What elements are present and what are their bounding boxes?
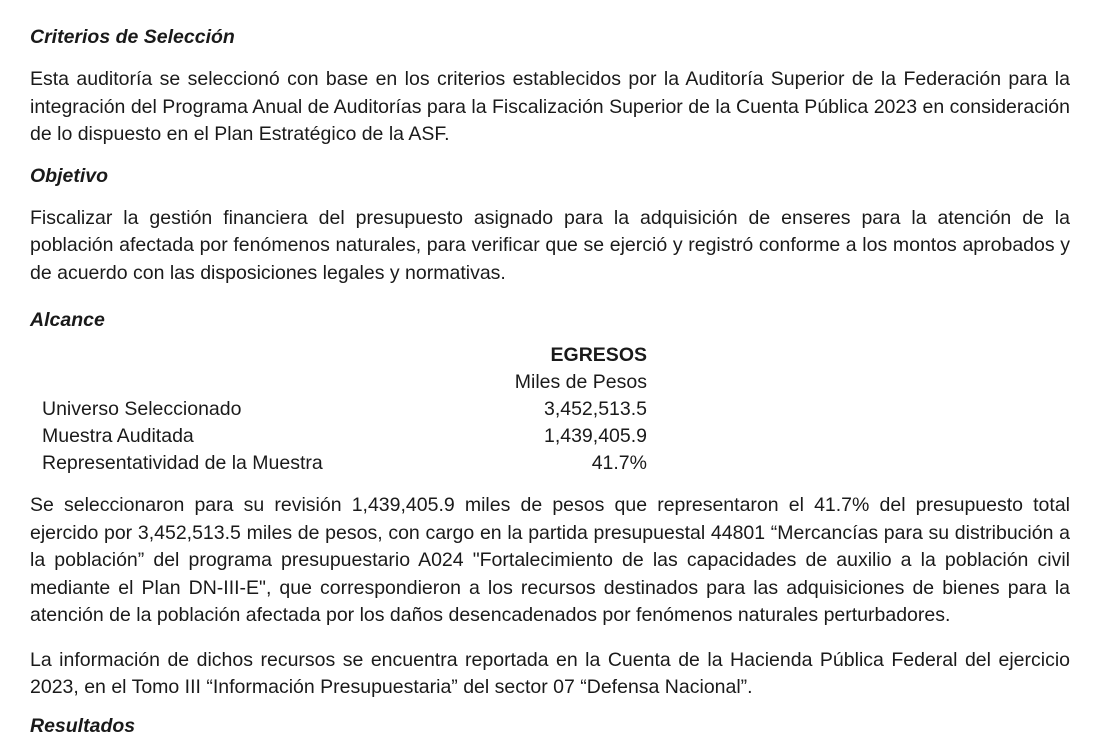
table-row-label: Representatividad de la Muestra — [42, 452, 323, 474]
table-row-label: Muestra Auditada — [42, 425, 194, 447]
scope-table-header-row — [42, 342, 647, 369]
scope-table-column-header: EGRESOS — [550, 344, 647, 366]
paragraph-informacion-recursos: La información de dichos recursos se encuentra reportada en la Cuenta de la Hacienda Pública Federal del ejercicio 2023, en el Tomo III “Información Presupuestaria” del sector 07 “Defensa Nacional”. — [30, 648, 1070, 698]
table-row — [42, 450, 647, 477]
paragraph-objetivo: Fiscalizar la gestión financiera del presupuesto asignado para la adquisición de enseres para la atención de la población afectada por fenómenos naturales, para verificar que se ejerció y registró conforme a los montos aprobados y de acuerdo con las disposiciones legales y normativas. — [30, 206, 1070, 284]
scope-table — [42, 342, 647, 477]
heading-alcance: Alcance — [30, 309, 105, 331]
heading-objetivo: Objetivo — [30, 164, 109, 187]
heading-resultados-clipped: Resultados — [30, 714, 136, 737]
paragraph-seleccion-muestra: Se seleccionaron para su revisión 1,439,405.9 miles de pesos que representaron el 41.7% del presupuesto total ejercido por 3,452,513.5 miles de pesos, con cargo en la partida presupuestal 44801 “Mercancías para su distribución a la población” del programa presupuestario A024 "Fortalecimiento de las capacidades de auxilio a la población civil mediante el Plan DN-III-E", que correspondieron a los recursos destinados para las adquisiciones de bienes para la atención de la población afectada por los daños desencadenados por fenómenos naturales perturbadores. — [30, 494, 1070, 626]
table-row-label: Universo Seleccionado — [42, 398, 242, 420]
table-row — [42, 396, 647, 423]
paragraph-criterios: Esta auditoría se seleccionó con base en los criterios establecidos por la Auditoría Superior de la Federación para la integración del Programa Anual de Auditorías para la Fiscalización Superior de la Cuenta Pública 2023 en consideración de lo dispuesto en el Plan Estratégico de la ASF. — [30, 68, 1070, 145]
scope-table-unit-label: Miles de Pesos — [514, 371, 647, 393]
table-row-value: 3,452,513.5 — [543, 398, 647, 420]
scope-table-unit-row — [42, 369, 647, 396]
table-row-value: 41.7% — [591, 452, 647, 474]
heading-criterios-de-seleccion: Criterios de Selección — [30, 26, 235, 48]
table-row — [42, 423, 647, 450]
table-row-value: 1,439,405.9 — [543, 425, 647, 447]
